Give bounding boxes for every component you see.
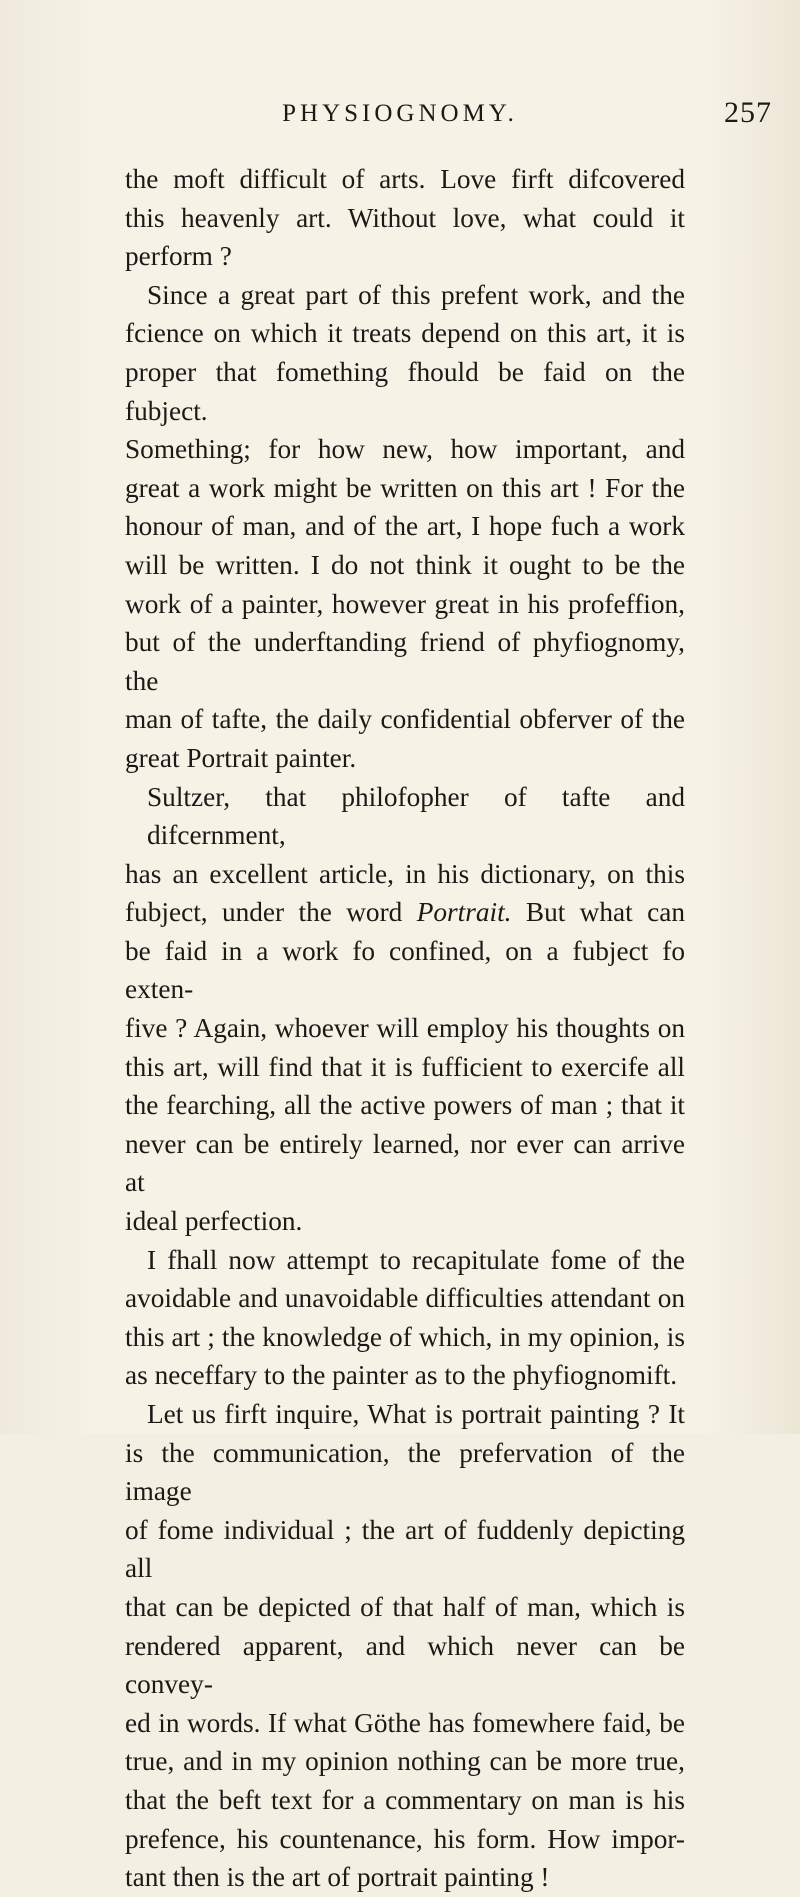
text-line: will be written. I do not think it ought to be the [125,549,685,580]
text-line: honour of man, and of the art, I hope fuch a work [125,511,685,542]
text-segment: But what can [511,897,685,928]
text-line: ed in words. If what Göthe has fomewhere faid, be [125,1707,685,1738]
text-line: this art ; the knowledge of which, in my opinion, is [125,1321,685,1352]
running-head-title: PHYSIOGNOMY. [282,100,518,127]
text-line: tant then is the art of portrait painting ! [125,1862,550,1893]
text-line: Something; for how new, how important, and [125,434,685,465]
text-line: the moft difficult of arts. Love firft difcovered [125,164,685,194]
text-line: true, and in my opinion nothing can be more true, [125,1746,685,1777]
text-line: man of tafte, the daily confidential obferver of the [125,704,685,735]
running-head [120,96,772,138]
text-segment: fubject, under the word [125,897,417,928]
text-line: avoidable and unavoidable difficulties attendant on [125,1283,685,1314]
text-line: never can be entirely learned, nor ever can arrive at [125,1128,685,1198]
text-line: Let us firft inquire, What is portrait painting ? It [147,1399,685,1429]
text-line: work of a painter, however great in his profeffion, [125,588,685,619]
text-line: I fhall now attempt to recapitulate fome of the [147,1244,685,1275]
body-text [125,160,685,1897]
page-number: 257 [724,96,772,129]
text-line: prefence, his countenance, his form. How impor- [125,1823,685,1854]
text-line: as neceffary to the painter as to the phyfiognomift. [125,1360,678,1391]
text-line: Sultzer, that philofopher of tafte and difcernment, [147,781,685,851]
text-line: is the communication, the prefervation of the image [125,1437,685,1507]
text-line: the fearching, all the active powers of man ; that it [125,1090,685,1121]
text-line: Since a great part of this prefent work, and the [147,279,685,310]
text-line: fcience on which it treats depend on this art, it is [125,318,685,349]
italic-term: Portrait. [416,897,512,928]
text-line: this heavenly art. Without love, what could it [125,202,685,233]
text-line: perform ? [125,241,232,272]
text-line: this art, will find that it is fufficient to exercife all [125,1051,685,1082]
text-line: that can be depicted of that half of man, which is [125,1591,685,1622]
text-line: of fome individual ; the art of fuddenly depicting all [125,1514,685,1584]
text-line: has an excellent article, in his dictionary, on this [125,858,685,889]
text-line: rendered apparent, and which never can be convey- [125,1630,685,1700]
text-line: but of the underftanding friend of phyfiognomy, the [125,627,685,696]
text-line: that the beft text for a commentary on man is his [125,1784,685,1815]
text-line: ideal perfection. [125,1206,303,1237]
text-line: proper that fomething fhould be faid on the fubject. [125,356,685,426]
text-line: five ? Again, whoever will employ his thoughts on [125,1013,685,1044]
text-line: be faid in a work fo confined, on a fubject fo exten- [125,935,685,1005]
text-line [125,893,685,932]
text-line: great Portrait painter. [125,742,357,773]
text-line: great a work might be written on this art ! For the [125,472,685,503]
